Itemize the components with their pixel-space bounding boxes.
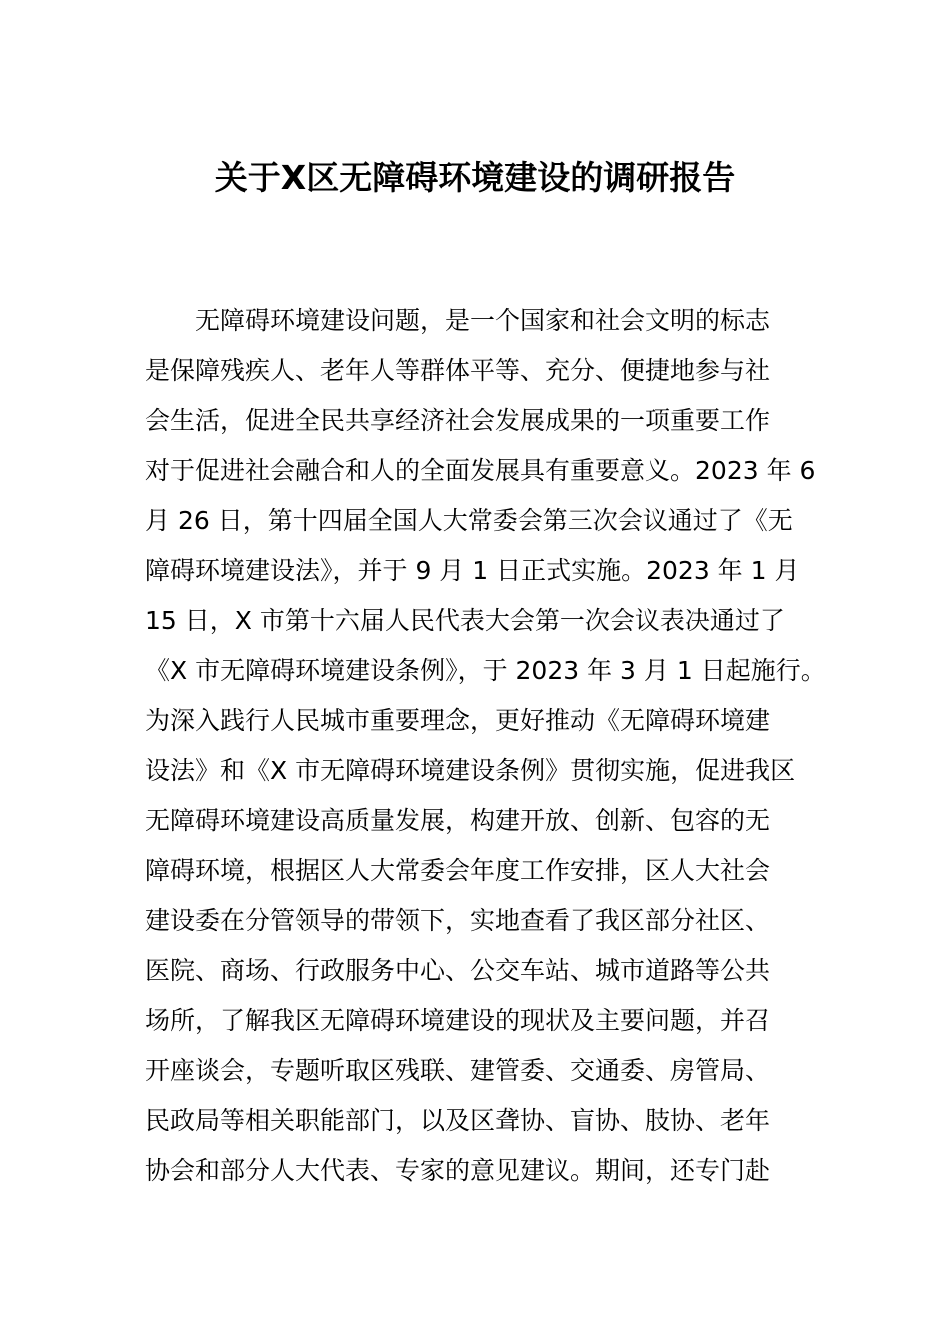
paragraph-line: 是保障残疾人、老年人等群体平等、充分、便捷地参与社 xyxy=(145,356,771,385)
paragraph-line: 障碍环境建设法》，并于 9 月 1 日正式实施。2023 年 1 月 xyxy=(145,556,800,585)
paragraph-line: 15 日，X 市第十六届人民代表大会第一次会议表决通过了 xyxy=(145,606,785,635)
paragraph-line: 设法》和《X 市无障碍环境建设条例》贯彻实施，促进我区 xyxy=(145,756,796,785)
paragraph-line: 建设委在分管领导的带领下，实地查看了我区部分社区、 xyxy=(145,906,771,935)
paragraph-line: 无障碍环境建设问题，是一个国家和社会文明的标志 xyxy=(195,306,771,335)
paragraph-line: 月 26 日，第十四届全国人大常委会第三次会议通过了《无 xyxy=(145,506,793,535)
paragraph-line: 会生活，促进全民共享经济社会发展成果的一项重要工作 xyxy=(145,406,771,435)
paragraph-line: 无障碍环境建设高质量发展，构建开放、创新、包容的无 xyxy=(145,806,771,835)
paragraph-line: 《X 市无障碍环境建设条例》，于 2023 年 3 月 1 日起施行。 xyxy=(145,656,826,685)
paragraph-line: 场所，了解我区无障碍环境建设的现状及主要问题，并召 xyxy=(145,1006,771,1035)
paragraph-line: 民政局等相关职能部门，以及区聋协、盲协、肢协、老年 xyxy=(145,1106,771,1135)
paragraph-line: 开座谈会，专题听取区残联、建管委、交通委、房管局、 xyxy=(145,1056,771,1085)
paragraph-line: 障碍环境，根据区人大常委会年度工作安排，区人大社会 xyxy=(145,856,771,885)
paragraph-line: 协会和部分人大代表、专家的意见建议。期间，还专门赴 xyxy=(145,1156,771,1185)
paragraph-line: 对于促进社会融合和人的全面发展具有重要意义。2023 年 6 xyxy=(145,456,816,485)
body-paragraph xyxy=(145,296,825,1196)
paragraph-line: 医院、商场、行政服务中心、公交车站、城市道路等公共 xyxy=(145,956,771,985)
paragraph-line: 为深入践行人民城市重要理念，更好推动《无障碍环境建 xyxy=(145,706,771,735)
document-title: 关于X区无障碍环境建设的调研报告 xyxy=(214,158,736,197)
